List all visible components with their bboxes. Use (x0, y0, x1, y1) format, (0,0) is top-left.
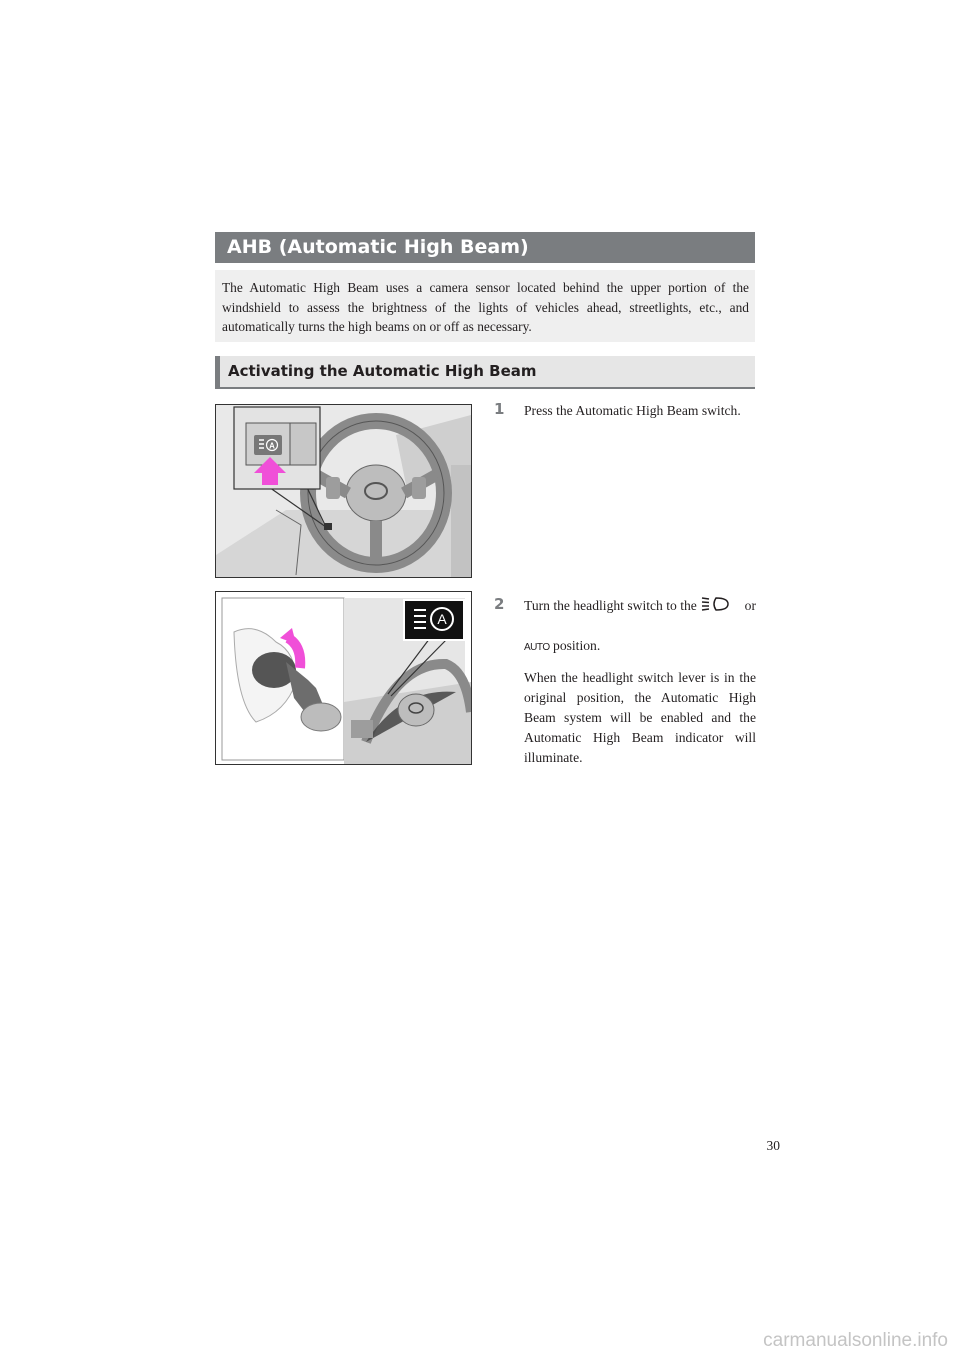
figure-headlight-switch (215, 591, 472, 765)
headlight-icon (700, 596, 730, 612)
subsection-title: Activating the Automatic High Beam (215, 356, 755, 389)
headlight-lever-illustration (216, 592, 471, 764)
steering-wheel-illustration (216, 405, 471, 577)
figure-ahb-switch (215, 404, 472, 578)
section-title: AHB (Automatic High Beam) (215, 232, 755, 263)
step-2 (494, 596, 756, 768)
intro-paragraph: The Automatic High Beam uses a camera sensor located behind the upper portion of the windshield to assess the brightness of the lights of vehicles ahead, streetlights, etc., and automatically turns the high beams on or off as necessary. (215, 270, 755, 342)
step-note: When the headlight switch lever is in the original position, the Automatic High Beam system will be enabled and the Automatic High Beam indicator will illuminate. (524, 670, 756, 765)
step-number: 2 (494, 595, 505, 613)
step-number: 1 (494, 400, 505, 418)
watermark: carmanualsonline.info (763, 1330, 948, 1351)
auto-position-label: AUTO (524, 642, 550, 653)
switch-label-a: A (269, 441, 275, 451)
step-text (524, 596, 756, 658)
step-text: Press the Automatic High Beam switch. (524, 403, 741, 418)
indicator-label-a: A (437, 611, 447, 627)
step-text-or: or (744, 598, 756, 613)
page-number: 30 (766, 1138, 780, 1153)
step-text-before: Turn the headlight switch to the (524, 598, 697, 613)
step-text-after: position. (553, 638, 601, 653)
step-1 (494, 401, 756, 421)
